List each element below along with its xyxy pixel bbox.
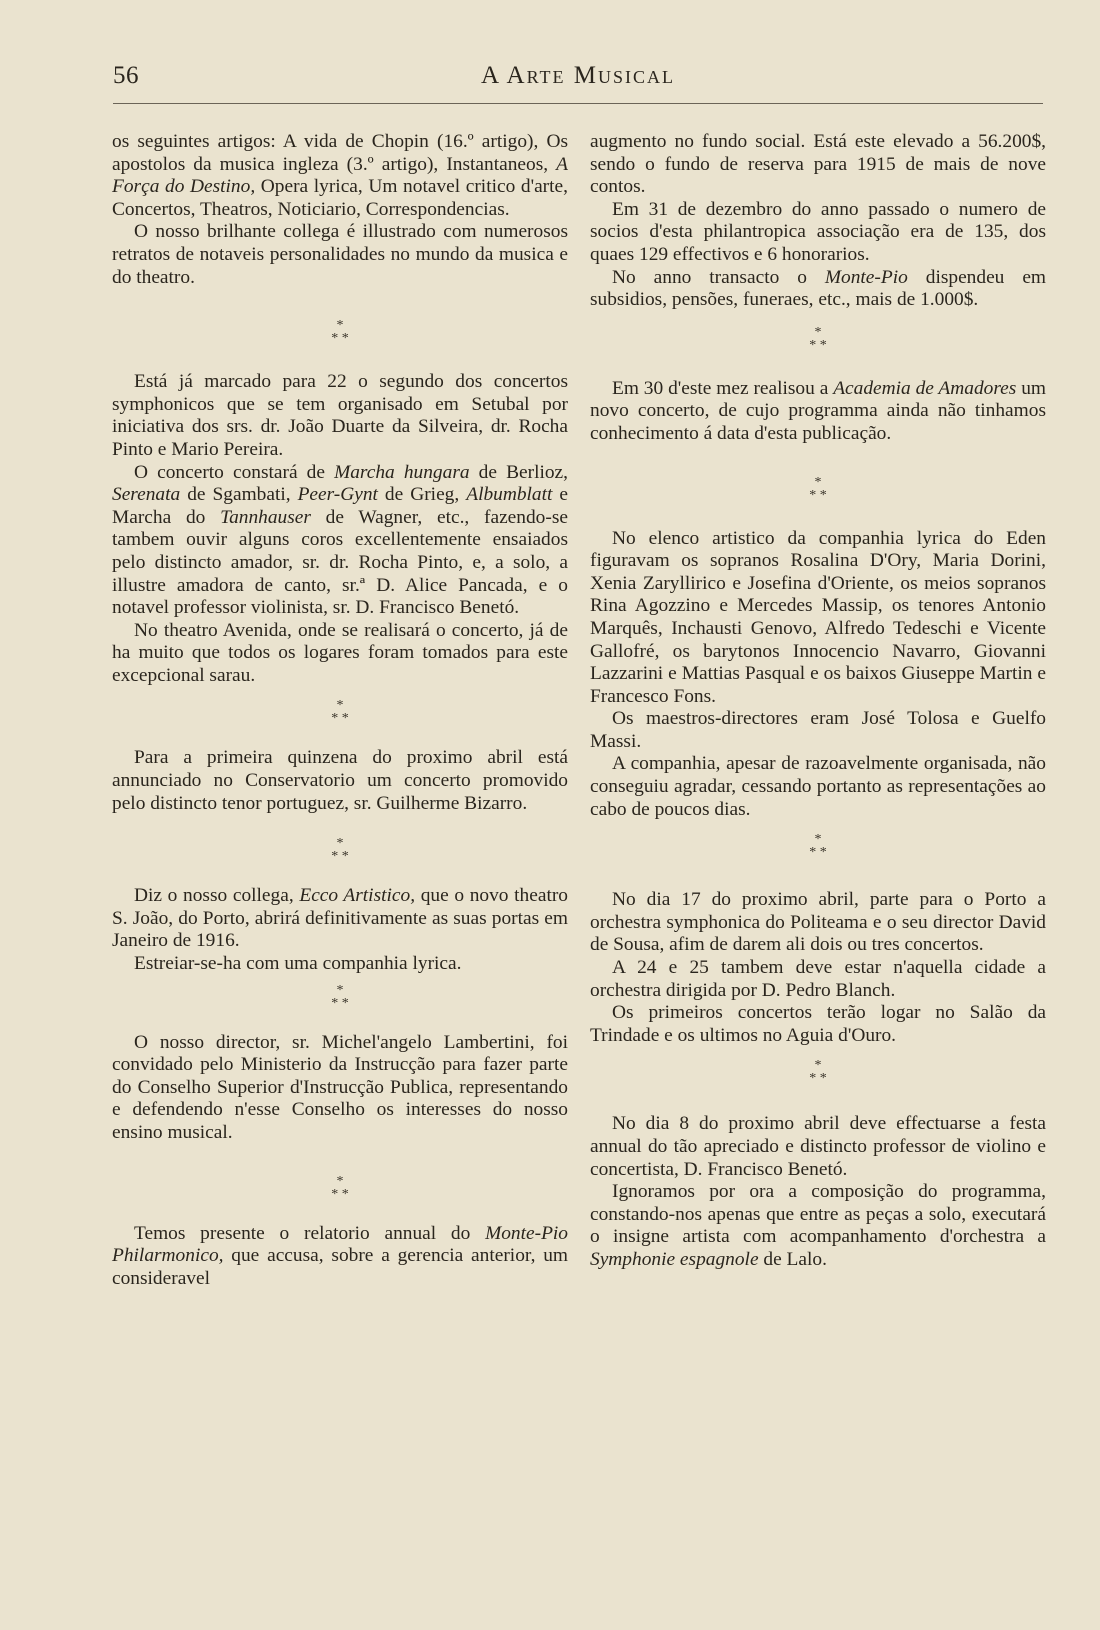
article-block xyxy=(590,1113,1046,1271)
asterism-separator: * * * xyxy=(331,318,349,347)
asterism-separator: * * * xyxy=(809,324,827,353)
italic-title: A Força do Destino, xyxy=(112,153,568,198)
article-block xyxy=(590,378,1046,446)
paragraph: Temos presente o relatorio annual do Monte-Pio Philarmonico, que accusa, sobre a gerencia anterior, um consideravel xyxy=(112,1222,568,1289)
paragraph: Está já marcado para 22 o segundo dos concertos symphonicos que se tem organisado em Setubal por iniciativa dos srs. dr. João Duarte da Silveira, dr. Rocha Pinto e Mario Pereira. xyxy=(112,371,568,460)
italic-title: Monte-Pio Philarmonico, xyxy=(112,1222,568,1267)
asterism-separator: * * * xyxy=(331,836,349,865)
page-number: 56 xyxy=(113,62,139,89)
italic-title: Tannhauser xyxy=(220,506,311,528)
right-column xyxy=(590,131,1046,1272)
paragraph: A 24 e 25 tambem deve estar n'aquella cidade a orchestra dirigida por D. Pedro Blanch. xyxy=(590,957,1046,1001)
paragraph: Em 30 d'este mez realisou a Academia de Amadores um novo concerto, de cujo programma ainda não tinhamos conhecimento á data d'esta publicação. xyxy=(590,377,1046,444)
paragraph: Os primeiros concertos terão logar no Salão da Trindade e os ultimos no Aguia d'Ouro. xyxy=(590,1002,1046,1046)
article-block xyxy=(590,889,1046,1047)
paragraph: No elenco artistico da companhia lyrica do Eden figuravam os sopranos Rosalina D'Ory, Maria Dorini, Xenia Zaryllirico e Josefina d'Oriente, os meios sopranos Rina Agozzino e Mercedes Massip, os tenores Antonio Marquês, Inchausti Genovo, Alfredo Tedeschi e Vicente Gallofré, os barytonos Innocencio Navarro, Giovanni Lazzarini e Mattias Pasqual e os baixos Giuseppe Martin e Francesco Fons. xyxy=(590,527,1046,707)
paragraph: Em 31 de dezembro do anno passado o numero de socios d'esta philantropica associação era de 135, dos quaes 129 effectivos e 6 honorarios. xyxy=(590,198,1046,265)
paragraph: No dia 8 do proximo abril deve effectuarse a festa annual do tão apreciado e distincto professor de violino e concertista, D. Francisco Benetó. xyxy=(590,1113,1046,1180)
paragraph: Ignoramos por ora a composição do programma, constando-nos apenas que entre as peças a solo, executará o insigne artista com acompanhamento d'orchestra a Symphonie espagnole de Lalo. xyxy=(590,1181,1046,1270)
paragraph: O concerto constará de Marcha hungara de Berlioz, Serenata de Sgambati, Peer-Gynt de Grieg, Albumblatt e Marcha do Tannhauser de Wagner, etc., fazendo-se tambem ouvir alguns coros excellentemente ensaiados pelo distincto amador, sr. dr. Rocha Pinto, e, a solo, a illustre amadora de canto, sr.ª D. Alice Pancada, e o notavel professor violinista, sr. D. Francisco Benetó. xyxy=(112,461,569,619)
asterism-separator: * * * xyxy=(331,698,349,727)
asterism-separator: * * * xyxy=(809,1058,827,1087)
italic-title: Albumblatt xyxy=(466,484,553,506)
italic-title: Peer-Gynt xyxy=(297,484,378,506)
asterism-separator: * * * xyxy=(331,982,349,1011)
paragraph: Estreiar-se-ha com uma companhia lyrica. xyxy=(134,953,462,975)
page-header xyxy=(113,62,1043,102)
article-block xyxy=(112,885,568,975)
italic-title: Academia de Amadores xyxy=(833,377,1017,399)
article-block xyxy=(112,371,568,687)
paragraph: Os maestros-directores eram José Tolosa e Guelfo Massi. xyxy=(590,708,1046,752)
article-block xyxy=(590,528,1046,822)
header-rule xyxy=(113,103,1043,104)
article-block xyxy=(112,1223,568,1291)
paragraph: No anno transacto o Monte-Pio dispendeu em subsidios, pensões, funeraes, etc., mais de 1.000$. xyxy=(590,266,1047,311)
italic-title: Marcha hungara xyxy=(334,461,470,483)
paragraph: No theatro Avenida, onde se realisará o concerto, já de ha muito que todos os logares foram tomados para este excepcional sarau. xyxy=(112,619,568,686)
article-block xyxy=(112,1032,568,1145)
paragraph: A companhia, apesar de razoavelmente organisada, não conseguiu agradar, cessando portanto as representações ao cabo de poucos dias. xyxy=(590,753,1046,820)
article-block xyxy=(590,131,1046,312)
paragraph: Para a primeira quinzena do proximo abril está annunciado no Conservatorio um concerto promovido pelo distincto tenor portuguez, sr. Guilherme Bizarro. xyxy=(112,747,568,814)
left-column xyxy=(112,131,568,1290)
article-block xyxy=(112,131,568,289)
running-title: A Arte Musical xyxy=(481,62,675,89)
paragraph: No dia 17 do proximo abril, parte para o Porto a orchestra symphonica do Politeama e o seu director David de Sousa, afim de darem ali dois ou tres concertos. xyxy=(590,889,1046,956)
article-block xyxy=(112,747,568,815)
paragraph: O nosso director, sr. Michel'angelo Lambertini, foi convidado pelo Ministerio da Instrucção para fazer parte do Conselho Superior d'Instrucção Publica, representando e defendendo n'esse Conselho os interesses do nosso ensino musical. xyxy=(112,1031,568,1143)
asterism-separator: * * * xyxy=(331,1173,349,1202)
paragraph: Diz o nosso collega, Ecco Artistico, que o novo theatro S. João, do Porto, abrirá definitivamente as suas portas em Janeiro de 1916. xyxy=(112,885,568,952)
italic-title: Serenata xyxy=(112,484,181,506)
paragraph: augmento no fundo social. Está este elevado a 56.200$, sendo o fundo de reserva para 1915 de mais de nove contos. xyxy=(590,131,1046,198)
asterism-separator: * * * xyxy=(809,832,827,861)
italic-title: Monte-Pio xyxy=(824,266,908,288)
italic-title: Symphonie espagnole xyxy=(590,1248,759,1270)
paragraph: os seguintes artigos: A vida de Chopin (16.º artigo), Os apostolos da musica ingleza (3.º artigo), Instantaneos, A Força do Destino, Opera lyrica, Um notavel critico d'arte, Concertos, Theatros, Noticiario, Correspondencias. xyxy=(112,131,568,220)
paragraph: O nosso brilhante collega é illustrado com numerosos retratos de notaveis personalidades no mundo da musica e do theatro. xyxy=(112,221,568,288)
asterism-separator: * * * xyxy=(809,474,827,503)
italic-title: Ecco Artistico, xyxy=(299,885,416,907)
